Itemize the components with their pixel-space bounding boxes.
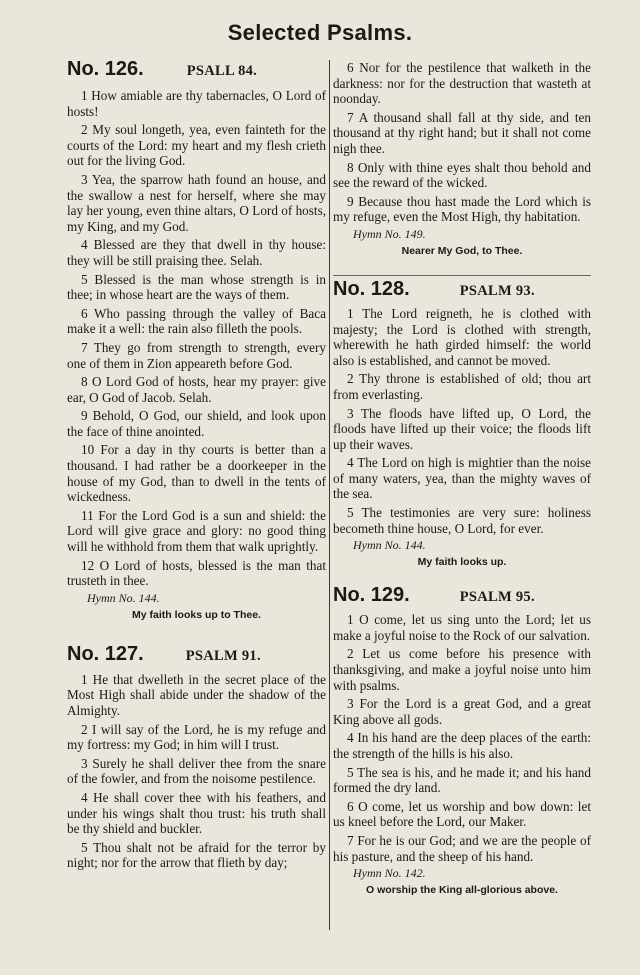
right-column	[333, 56, 591, 896]
psalm-number: No. 127.	[67, 642, 144, 665]
hymn-title: My faith looks up.	[417, 556, 507, 569]
psalm-reference: PSALM 91.	[185, 647, 261, 664]
verse: 5 Blessed is the man whose strength is in thee; in whose heart are the ways of them.	[67, 271, 326, 303]
verse: 4 In his hand are the deep places of the earth: the strength of the hills is his also.	[333, 730, 591, 761]
verse: 1 O come, let us sing unto the Lord; let us make a joyful noise to the Rock of our salvation.	[333, 612, 591, 643]
verse: 6 O come, let us worship and bow down: let us kneel before the Lord, our Maker.	[333, 798, 591, 830]
column-divider	[329, 60, 330, 930]
page-title: Selected Psalms.	[227, 20, 413, 45]
verse: 10 For a day in thy courts is better than a thousand. I had rather be a doorkeeper in the house of my God, than to dwell in the tents of wickedness.	[67, 442, 326, 505]
hymn-reference: Hymn No. 144.	[353, 538, 426, 553]
verse: 1 The Lord reigneth, he is clothed with majesty; the Lord is clothed with strength, wherewith he hath girded himself: the world also is established, and cannot be moved.	[333, 305, 591, 368]
verse: 7 For he is our God; and we are the people of his pasture, and the sheep of his hand.	[333, 832, 591, 864]
verse: 3 The floods have lifted up, O Lord, the floods have lifted up their voice; the floods lift up their waves.	[333, 405, 591, 452]
verse: 8 Only with thine eyes shalt thou behold and see the reward of the wicked.	[333, 159, 591, 191]
verse: 1 He that dwelleth in the secret place of the Most High shall abide under the shadow of the Almighty.	[67, 671, 326, 718]
verse: 12 O Lord of hosts, blessed is the man that trusteth in thee.	[67, 557, 326, 589]
psalm-number: No. 126.	[67, 58, 144, 80]
verse: 2 Thy throne is established of old; thou art from everlasting.	[333, 371, 591, 402]
verse: 3 For the Lord is a great God, and a great King above all gods.	[333, 696, 591, 727]
verse: 2 I will say of the Lord, he is my refuge and my fortress: my God; in him will I trust.	[67, 721, 326, 753]
psalm-heading-129	[333, 584, 591, 607]
psalm-heading-126	[67, 58, 326, 81]
psalm-128-verses	[333, 306, 591, 536]
left-column	[67, 56, 326, 871]
verse: 9 Because thou hast made the Lord which is my refuge, even the Most High, thy habitation.	[333, 193, 591, 225]
verse: 1 How amiable are thy tabernacles, O Lord of hosts!	[67, 88, 326, 119]
verse: 3 Surely he shall deliver thee from the snare of the fowler, and from the noisome pestilence.	[67, 755, 326, 787]
psalm-reference: PSALL 84.	[186, 63, 258, 79]
verse: 5 The testimonies are very sure: holiness becometh thine house, O Lord, for ever.	[333, 505, 591, 536]
verse: 6 Nor for the pestilence that walketh in the darkness: nor for the destruction that wasteth at noonday.	[333, 60, 591, 107]
psalm-reference: PSALM 93.	[459, 282, 535, 299]
psalm-129-verses	[333, 612, 591, 864]
verse: 2 Let us come before his presence with thanksgiving, and make a joyful noise unto him with psalms.	[333, 646, 591, 693]
hymn-title: Nearer My God, to Thee.	[401, 244, 523, 257]
hymn-title: O worship the King all-glorious above.	[366, 884, 558, 897]
verse: 7 They go from strength to strength, every one of them in Zion appeareth before God.	[67, 339, 326, 371]
psalm-reference: PSALM 95.	[459, 589, 535, 606]
hymn-reference: Hymn No. 149.	[353, 226, 426, 241]
psalm-127-verses	[67, 672, 326, 871]
psalm-heading-128	[333, 278, 591, 301]
psalm-127-continued	[333, 60, 591, 225]
verse: 11 For the Lord God is a sun and shield: the Lord will give grace and glory: no good thing will he withhold from them that walk uprightly.	[67, 507, 326, 555]
psalm-number: No. 128.	[333, 277, 410, 300]
psalm-126-verses	[67, 88, 326, 589]
hymn-title: My faith looks up to Thee.	[132, 608, 261, 621]
verse: 2 My soul longeth, yea, even fainteth for the courts of the Lord: my heart and my flesh crieth out for the living God.	[67, 122, 326, 169]
verse: 3 Yea, the sparrow hath found an house, and the swallow a nest for herself, where she may lay her young, even thine altars, O Lord of hosts, my King, and my God.	[67, 171, 326, 234]
verse: 4 The Lord on high is mightier than the noise of many waters, yea, than the mighty waves of the sea.	[333, 455, 591, 502]
verse: 8 O Lord God of hosts, hear my prayer: give ear, O God of Jacob. Selah.	[67, 374, 326, 405]
verse: 5 The sea is his, and he made it; and his hand formed the dry land.	[333, 764, 591, 796]
verse: 9 Behold, O God, our shield, and look upon the face of thine anointed.	[67, 408, 326, 439]
verse: 4 He shall cover thee with his feathers, and under his wings shalt thou trust: his truth shall be thy shield and buckler.	[67, 789, 326, 837]
verse: 6 Who passing through the valley of Baca make it a well: the rain also filleth the pools.	[67, 305, 326, 337]
verse: 7 A thousand shall fall at thy side, and ten thousand at thy right hand; but it shall not come nigh thee.	[333, 109, 591, 156]
verse: 4 Blessed are they that dwell in thy house: they will be still praising thee. Selah.	[67, 237, 326, 268]
verse: 5 Thou shalt not be afraid for the terror by night; nor for the arrow that flieth by day;	[67, 839, 326, 871]
psalm-number: No. 129.	[333, 584, 410, 607]
hymn-reference: Hymn No. 144.	[87, 590, 160, 605]
hymn-reference: Hymn No. 142.	[353, 866, 426, 881]
psalm-heading-127	[67, 643, 326, 666]
